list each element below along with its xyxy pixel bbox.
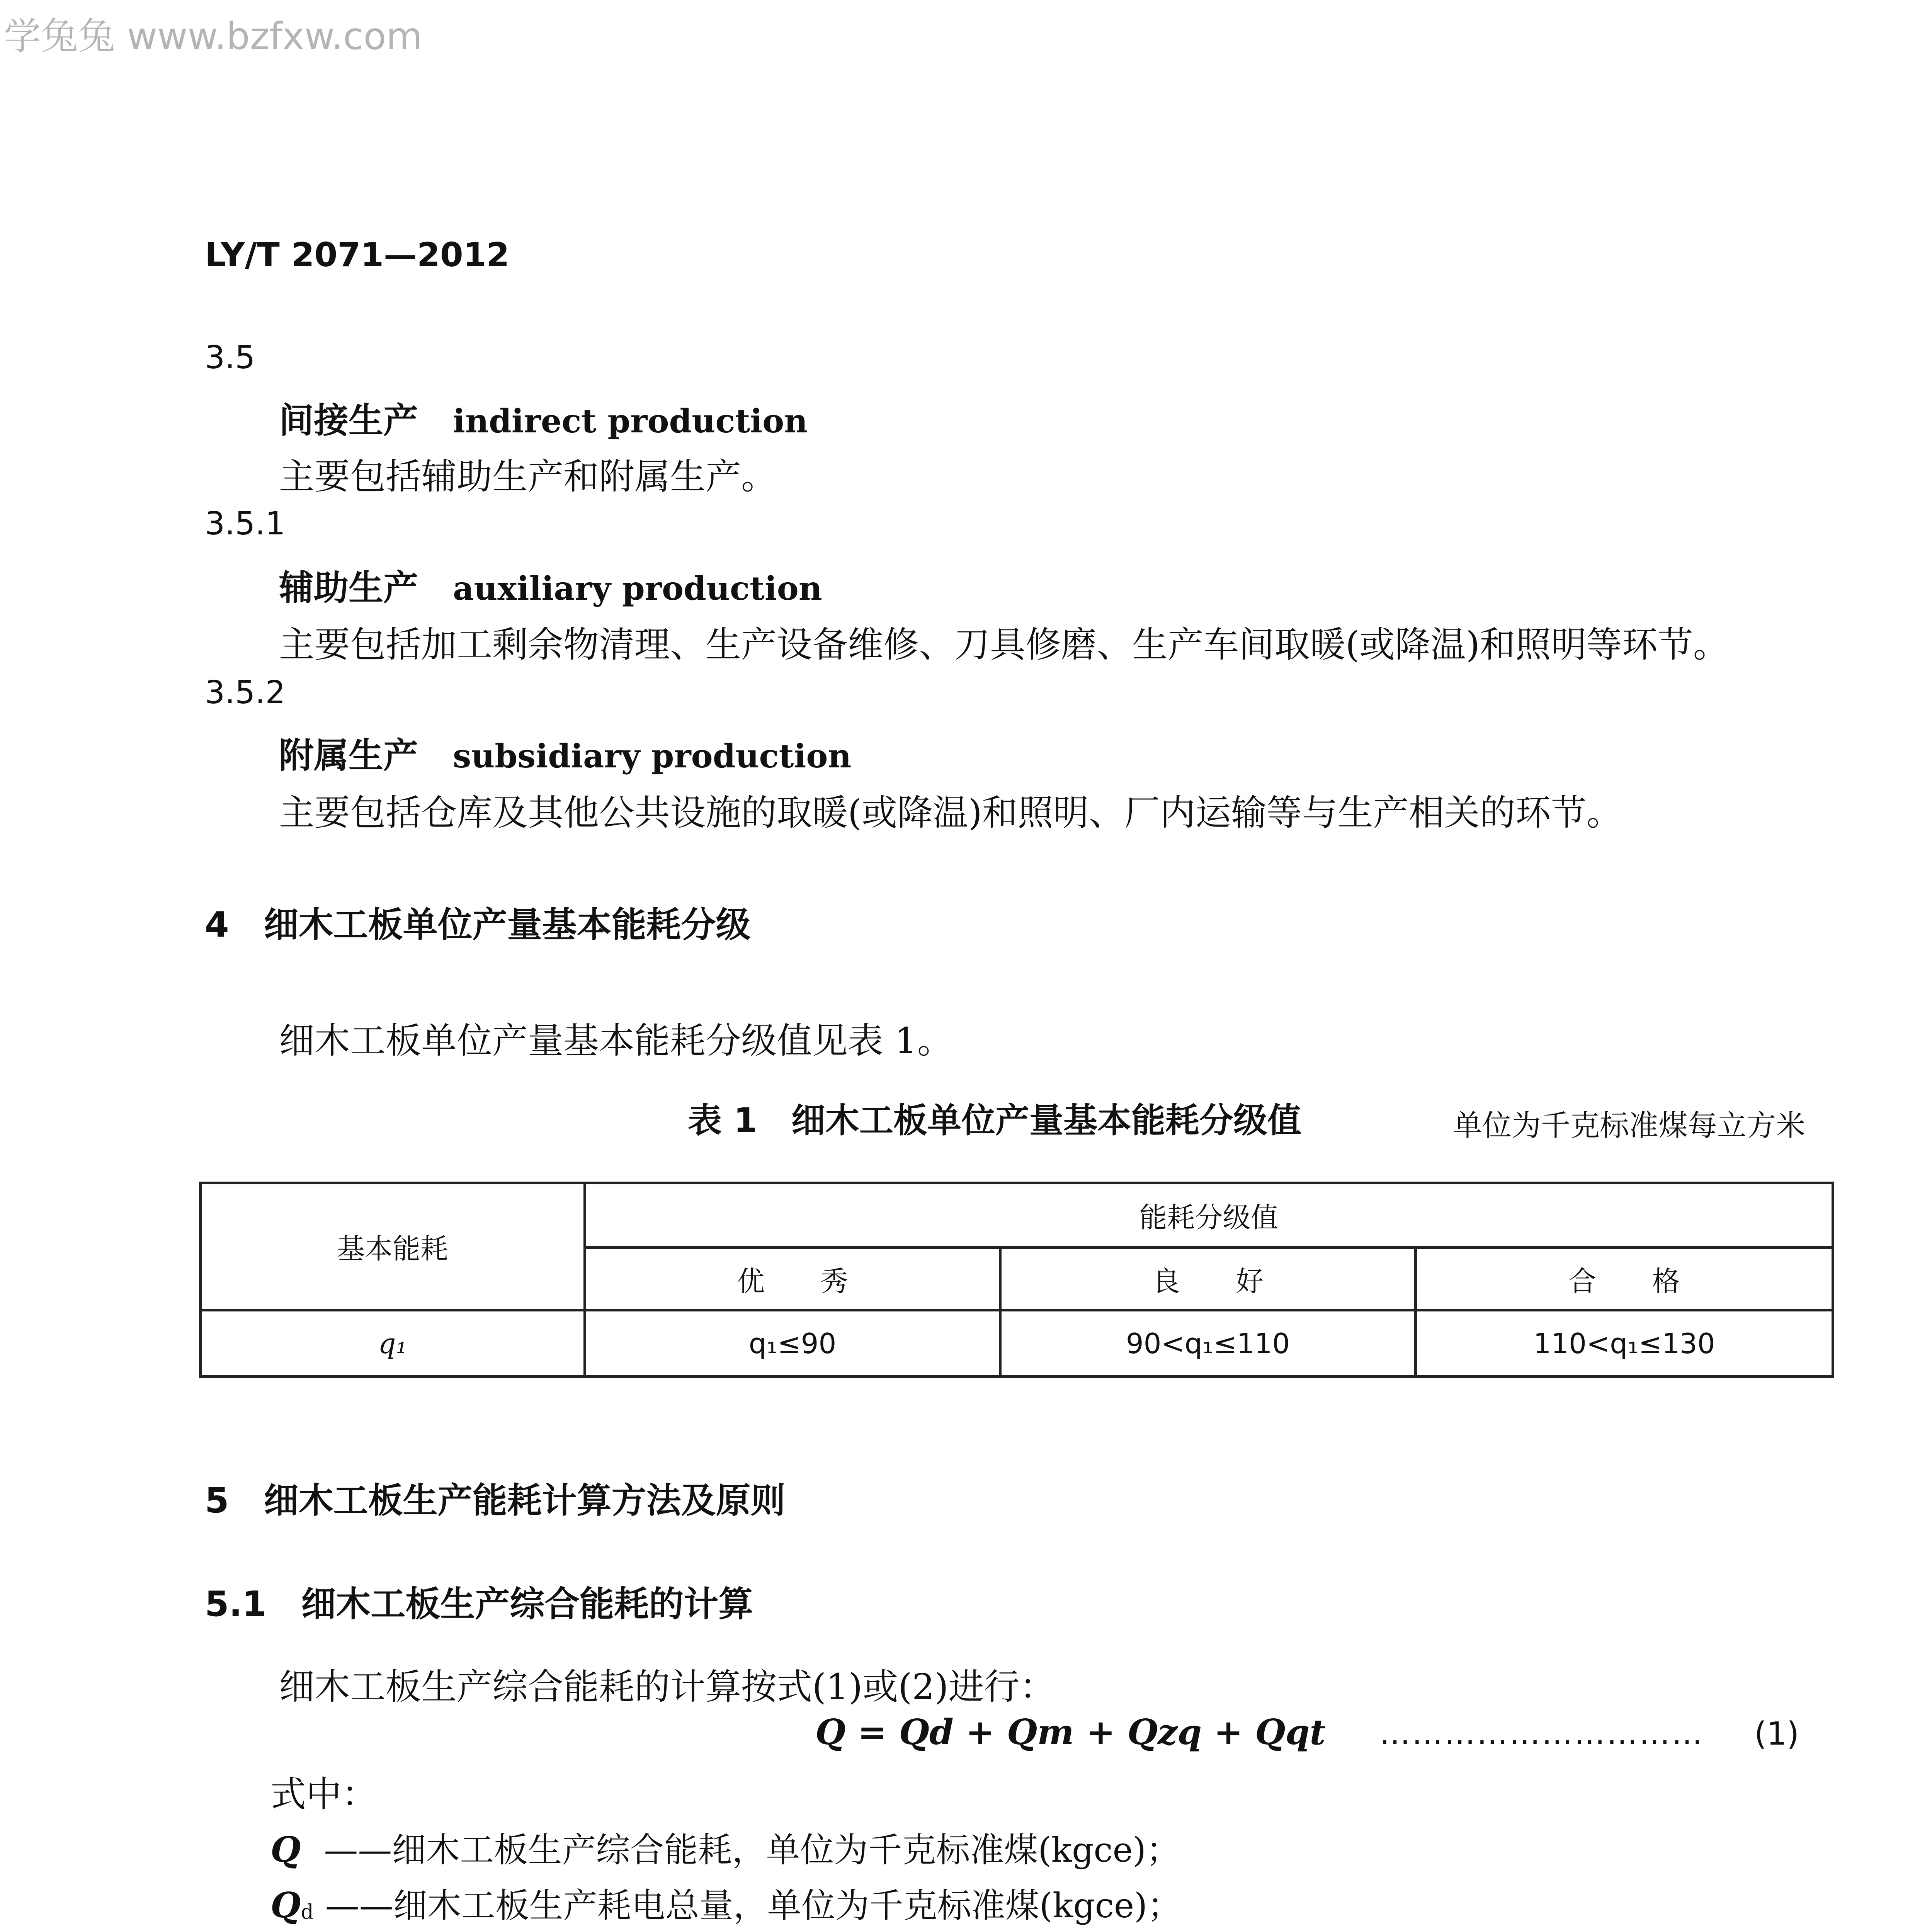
term-line: [279, 392, 808, 442]
paragraph: 细木工板单位产量基本能耗分级值见表 1。: [279, 1020, 953, 1061]
term-definition: 主要包括仓库及其他公共设施的取暖(或降温)和照明、厂内运输等与生产相关的环节。: [279, 792, 1622, 833]
standard-number: LY/T 2071—2012: [205, 236, 510, 274]
header-good: 良 好: [1000, 1248, 1416, 1310]
where-label: 式中：: [270, 1774, 378, 1815]
row-label: q₁: [201, 1310, 585, 1377]
header-excellent: 优 秀: [585, 1248, 1000, 1310]
definition-text: ——细木工板生产耗电总量，单位为千克标准煤(kgce)；: [325, 1886, 1182, 1925]
symbol: Q: [270, 1885, 301, 1926]
term-zh: 辅助生产: [279, 568, 418, 608]
table-caption: 表 1 细木工板单位产量基本能耗分级值: [688, 1100, 1301, 1140]
header-pass: 合 格: [1416, 1248, 1833, 1310]
clause-number: 3.5.2: [205, 674, 286, 711]
term-en: indirect production: [453, 402, 808, 440]
paragraph: 细木工板生产综合能耗的计算按式(1)或(2)进行：: [279, 1666, 1055, 1708]
header-grade-group: 能耗分级值: [585, 1183, 1833, 1248]
clause-number: 3.5: [205, 339, 255, 376]
definition-line: [270, 1823, 1180, 1872]
term-definition: 主要包括辅助生产和附属生产。: [279, 456, 777, 497]
watermark: 学兔兔 www.bzfxw.com: [4, 15, 422, 58]
section-heading: 4 细木工板单位产量基本能耗分级: [205, 905, 751, 945]
term-en: subsidiary production: [453, 737, 852, 775]
section-heading: 5 细木工板生产能耗计算方法及原则: [205, 1480, 786, 1521]
cell-good: 90<q₁≤110: [1000, 1310, 1416, 1377]
definition-text: ——细木工板生产综合能耗，单位为千克标准煤(kgce)；: [324, 1830, 1180, 1870]
term-zh: 附属生产: [279, 735, 418, 776]
formula-number: (1): [1754, 1716, 1799, 1752]
term-line: [279, 560, 822, 610]
clause-number: 3.5.1: [205, 505, 286, 542]
term-zh: 间接生产: [279, 400, 418, 441]
cell-excellent: q₁≤90: [585, 1310, 1000, 1377]
table-row: [201, 1310, 1833, 1377]
header-basic-energy: 基本能耗: [201, 1183, 585, 1310]
definition-line: [270, 1879, 1181, 1927]
term-definition: 主要包括加工剩余物清理、生产设备维修、刀具修磨、生产车间取暖(或降温)和照明等环节。: [279, 624, 1729, 665]
formula-1: Q = Qd + Qm + Qzq + Qqt: [815, 1712, 1326, 1753]
table-unit: 单位为千克标准煤每立方米: [1453, 1108, 1805, 1143]
term-en: auxiliary production: [453, 569, 822, 607]
energy-grade-table: [199, 1182, 1834, 1378]
symbol-sub: d: [301, 1901, 314, 1924]
term-line: [279, 727, 851, 777]
cell-pass: 110<q₁≤130: [1416, 1310, 1833, 1377]
symbol: Q: [270, 1829, 301, 1870]
formula-leader: …………………………: [1379, 1716, 1704, 1752]
subsection-heading: 5.1 细木工板生产综合能耗的计算: [205, 1584, 753, 1624]
